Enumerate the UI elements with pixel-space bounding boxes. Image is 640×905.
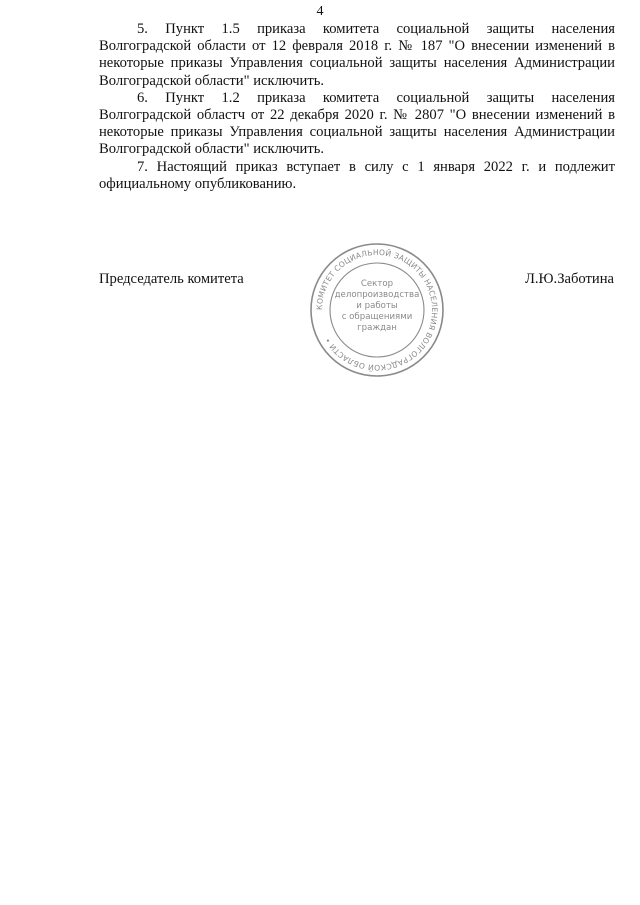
- stamp-line-4: с обращениями: [341, 312, 413, 322]
- stamp-line-2: делопроизводства: [334, 290, 420, 300]
- stamp-line-3: и работы: [356, 301, 398, 311]
- stamp-ring-text: КОМИТЕТ СОЦИАЛЬНОЙ ЗАЩИТЫ НАСЕЛЕНИЯ ВОЛГОГРАДСКОЙ ОБЛАСТИ •: [314, 247, 440, 373]
- paragraph-7: 7. Настоящий приказ вступает в силу с 1 января 2022 г. и подлежит официальному опубликованию.: [99, 158, 615, 192]
- document-body: [99, 21, 615, 193]
- signatory-title: Председатель комитета: [99, 271, 244, 287]
- stamp-line-5: граждан: [357, 323, 397, 333]
- signatory-name: Л.Ю.Заботина: [525, 271, 614, 287]
- page-number: 4: [316, 4, 324, 19]
- paragraph-6: 6. Пункт 1.2 приказа комитета социальной защиты населения Волгоградской областч от 22 декабря 2020 г. № 2807 "О внесении изменений в некоторые приказы Управления социальной защиты населения Администрации Волгоградской области" исключить.: [99, 89, 615, 158]
- stamp-line-1: Сектор: [360, 279, 394, 289]
- paragraph-5: 5. Пункт 1.5 приказа комитета социальной защиты населения Волгоградской области от 12 февраля 2018 г. № 187 "О внесении изменений в некоторые приказы Управления социальной защиты населения Администрации Волгоградской области" исключить.: [99, 21, 615, 89]
- official-stamp: [307, 240, 447, 380]
